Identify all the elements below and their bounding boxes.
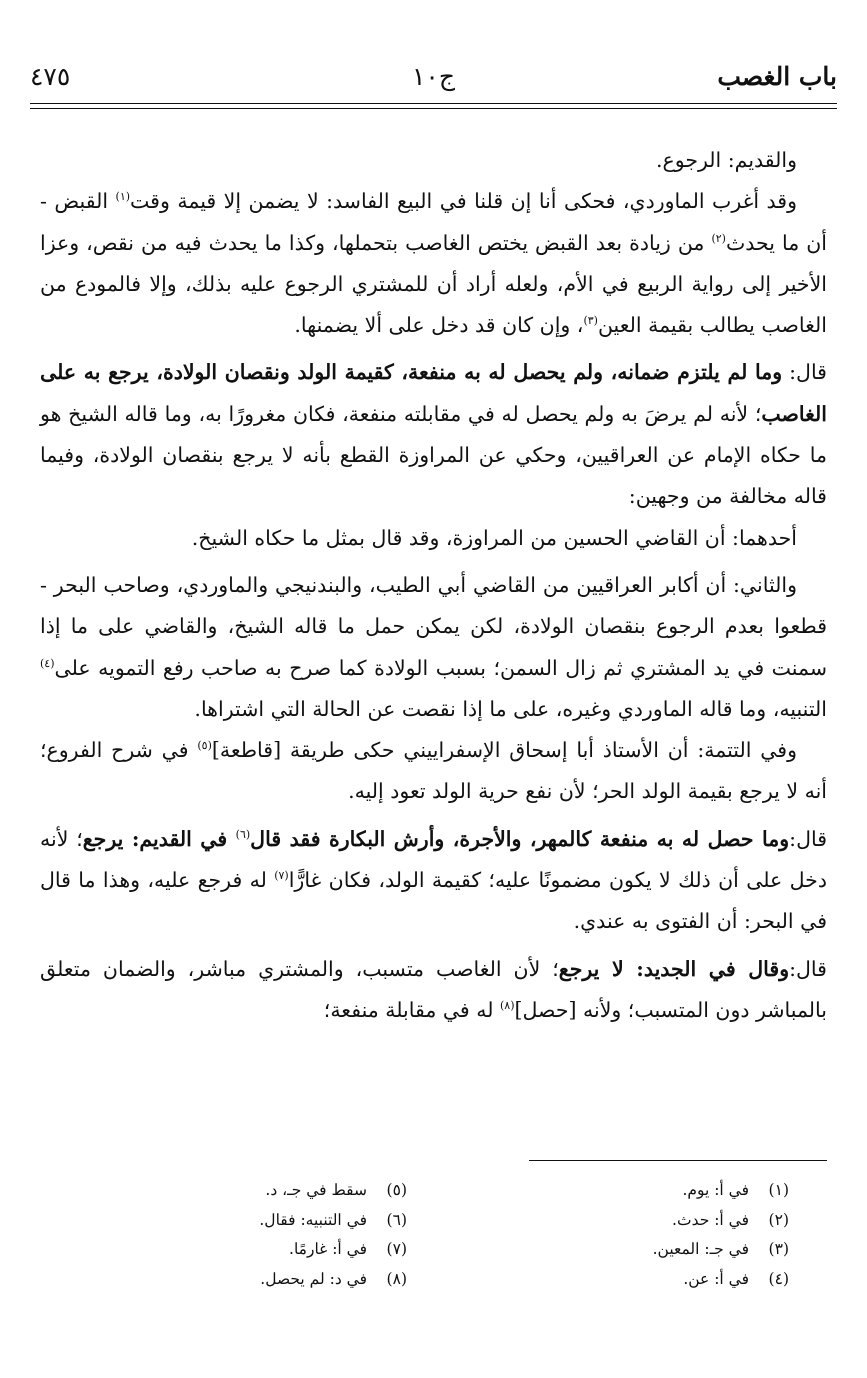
text-run: والثاني: أن أكابر العراقيين من القاضي أبي الطيب، والبندنيجي والماوردي، وصاحب البحر - قطعوا بعدم الرجوع بنقصان الولادة، لكن يمكن حمل ما قاله الشيخ، والقاضي على ما إذا سمنت في يد المشتري ثم زال السمن؛ بسبب الولادة كما صرح به صاحب رفع التمويه على xyxy=(40,572,827,680)
footnote-text: في أ: حدث. xyxy=(672,1210,749,1229)
footnote-text: في د: لم يحصل. xyxy=(260,1269,367,1288)
text-run: قال: xyxy=(789,826,828,851)
footnote-item xyxy=(653,1235,789,1265)
footnote-marker: (١) xyxy=(115,190,131,204)
text-run: من زيادة بعد القبض يختص الغاصب بتحملها، وكذا ما يحدث فيه من نقص، وعزا الأخير إلى رواية الربيع في الأم، ولعله أراد أن للمشتري الرجوع عليه بذلك، وإلا فالمودع من الغاصب يطالب بقيمة العين xyxy=(40,230,827,338)
text-run: والقديم: الرجوع. xyxy=(655,148,797,172)
chapter-title: باب الغصب xyxy=(717,62,837,91)
text-run: له فرجع عليه، وهذا ما قال في البحر: أن الفتوى به عندي. xyxy=(40,868,827,934)
footnote-number: (١) xyxy=(768,1181,789,1199)
footnote-text: في أ: يوم. xyxy=(682,1181,749,1199)
footnote-text: في أ: عن. xyxy=(683,1269,749,1288)
header-rule-thin xyxy=(30,108,837,109)
volume-label: ج١٠ xyxy=(412,62,455,91)
footnote-item xyxy=(653,1265,789,1295)
text-run: وقد أغرب الماوردي، فحكى أنا إن قلنا في البيع الفاسد: لا يضمن إلا قيمة وقت xyxy=(130,189,797,214)
header-rule xyxy=(30,103,837,104)
footnote-item xyxy=(259,1206,407,1236)
footnote-item xyxy=(259,1176,407,1206)
main-text xyxy=(40,140,827,1031)
bold-text: وقال في الجديد: لا يرجع xyxy=(558,956,790,981)
text-run: وفي التتمة: أن الأستاذ أبا إسحاق الإسفراييني حكى طريقة [قاطعة] xyxy=(211,738,797,763)
footnote-marker: (٧) xyxy=(274,869,289,883)
text-run: التنبيه، وما قاله الماوردي وغيره، على ما إذا نقصت عن الحالة التي اشتراها. xyxy=(194,696,827,721)
footnote-number: (٨) xyxy=(386,1269,407,1288)
paragraph xyxy=(40,819,827,943)
page-number: ٤٧٥ xyxy=(30,62,71,91)
footnote-marker: (٦) xyxy=(235,827,251,841)
text-run: له في مقابلة منفعة؛ xyxy=(323,997,500,1022)
paragraph xyxy=(40,730,827,813)
bold-text: وما لم يلتزم ضمانه، ولم يحصل له به منفعة، كقيمة الولد ونقصان الولادة، يرجع به على الغاصب xyxy=(40,360,827,426)
footnote-marker: (٥) xyxy=(197,739,212,753)
footnote-text: سقط في جـ، د. xyxy=(265,1181,367,1199)
footnote-item xyxy=(259,1265,407,1295)
footnote-text: في أ: غارمًا. xyxy=(289,1240,367,1258)
text-run: ؛ لأنه لم يرضَ به ولم يحصل له في مقابلته منفعة، فكان مغرورًا به، وما قاله الشيخ هو ما حكاه الإمام عن العراقيين، وحكي عن المراوزة القطع بأنه لا يرجع بنقصان الولادة، وفيما قاله مخالفة من وجهين: xyxy=(40,401,827,509)
paragraph xyxy=(40,949,827,1032)
bold-text: وما حصل له به منفعة كالمهر، والأجرة، وأرش البكارة فقد قال xyxy=(250,826,790,851)
footnote-marker: (٤) xyxy=(40,656,55,670)
text-run: ؛ لأنه دخل على أن ذلك لا يكون مضمونًا عليه؛ كقيمة الولد، فكان غارًّا xyxy=(40,826,827,893)
footnote-item xyxy=(653,1206,789,1236)
footnote-number: (٧) xyxy=(386,1240,407,1258)
footnote-item xyxy=(259,1235,407,1265)
footnote-number: (٢) xyxy=(768,1210,789,1229)
text-run: ؛ لأن الغاصب متسبب، والمشتري مباشر، والضمان متعلق بالمباشر دون المتسبب؛ ولأنه [حصل] xyxy=(40,956,827,1022)
text-run: قال: xyxy=(789,956,827,981)
paragraph xyxy=(40,565,827,730)
footnote-number: (٦) xyxy=(386,1210,407,1229)
footnote-number: (٤) xyxy=(768,1269,789,1288)
page-header xyxy=(30,56,837,96)
footnote-number: (٥) xyxy=(386,1181,407,1199)
footnote-number: (٣) xyxy=(768,1240,789,1258)
footnote-item xyxy=(653,1176,789,1206)
bold-text: في القديم: يرجع xyxy=(82,826,236,851)
footnote-marker: (٣) xyxy=(583,314,598,328)
footnote-separator xyxy=(529,1160,827,1161)
paragraph xyxy=(40,181,827,346)
footnote-text: في جـ: المعين. xyxy=(652,1240,749,1258)
footnote-text: في التنبيه: فقال. xyxy=(259,1210,367,1229)
footnotes-column-left xyxy=(259,1176,407,1294)
paragraph xyxy=(40,518,827,559)
text-run: القبض - أن ما يحدث xyxy=(40,189,827,255)
footnotes-column-right xyxy=(653,1176,789,1294)
footnote-marker: (٨) xyxy=(500,999,515,1013)
text-run: أحدهما: أن القاضي الحسين من المراوزة، وقد قال بمثل ما حكاه الشيخ. xyxy=(191,525,797,550)
paragraph xyxy=(40,352,827,517)
footnote-marker: (٢) xyxy=(711,231,726,245)
paragraph xyxy=(40,140,827,181)
text-run: في شرح الفروع؛ أنه لا يرجع بقيمة الولد الحر؛ لأن نفع حرية الولد تعود إليه. xyxy=(40,738,827,804)
text-run: ، وإن كان قد دخل على ألا يضمنها. xyxy=(294,313,584,338)
text-run: قال: xyxy=(782,360,827,385)
